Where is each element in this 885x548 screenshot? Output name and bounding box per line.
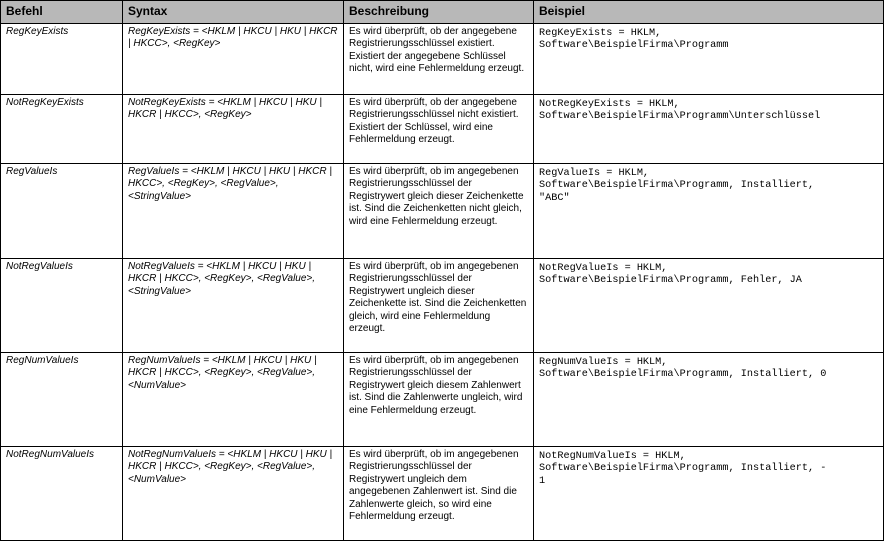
cell-syntax: RegValueIs = <HKLM | HKCU | HKU | HKCR | HKCC>, <RegKey>, <RegValue>, <StringValue>: [123, 164, 344, 259]
cell-beschreibung: Es wird überprüft, ob im angegebenen Registrierungsschlüssel der Registrywert ungleich dieser Zeichenkette ist. Sind die Zeichenketten gleich, wird eine Fehlermeldung erzeugt.: [344, 259, 534, 353]
cell-befehl: RegNumValueIs: [1, 353, 123, 447]
cell-beschreibung: Es wird überprüft, ob im angegebenen Registrierungsschlüssel der Registrywert ungleich dem angegebenen Zahlenwert ist. Sind die Zahlenwerte gleich, so wird eine Fehlermeldung erzeugt.: [344, 447, 534, 541]
table-row: [1, 447, 884, 541]
cell-befehl: NotRegKeyExists: [1, 95, 123, 164]
table-row: [1, 164, 884, 259]
cell-beschreibung: Es wird überprüft, ob der angegebene Registrierungsschlüssel existiert. Existiert der angegebene Schlüssel nicht, wird eine Fehlermeldung erzeugt.: [344, 24, 534, 95]
cell-befehl: NotRegValueIs: [1, 259, 123, 353]
cell-beispiel: NotRegValueIs = HKLM, Software\BeispielFirma\Programm, Fehler, JA: [534, 259, 884, 353]
cell-beispiel: RegKeyExists = HKLM, Software\BeispielFirma\Programm: [534, 24, 884, 95]
cell-beispiel: RegNumValueIs = HKLM, Software\BeispielFirma\Programm, Installiert, 0: [534, 353, 884, 447]
cell-beschreibung: Es wird überprüft, ob im angegebenen Registrierungsschlüssel der Registrywert gleich dieser Zeichenkette ist. Sind die Zeichenketten nicht gleich, wird eine Fehlermeldung erzeugt.: [344, 164, 534, 259]
header-befehl: Befehl: [1, 1, 123, 24]
header-beschreibung: Beschreibung: [344, 1, 534, 24]
cell-syntax: NotRegNumValueIs = <HKLM | HKCU | HKU | HKCR | HKCC>, <RegKey>, <RegValue>, <NumValue>: [123, 447, 344, 541]
cell-beispiel: NotRegNumValueIs = HKLM, Software\BeispielFirma\Programm, Installiert, - 1: [534, 447, 884, 541]
header-syntax: Syntax: [123, 1, 344, 24]
cell-befehl: RegKeyExists: [1, 24, 123, 95]
header-row: [1, 1, 884, 24]
cell-beschreibung: Es wird überprüft, ob der angegebene Registrierungsschlüssel nicht existiert. Existiert der Schlüssel, wird eine Fehlermeldung erzeugt.: [344, 95, 534, 164]
header-beispiel: Beispiel: [534, 1, 884, 24]
cell-syntax: RegKeyExists = <HKLM | HKCU | HKU | HKCR | HKCC>, <RegKey>: [123, 24, 344, 95]
table-row: [1, 259, 884, 353]
cell-befehl: NotRegNumValueIs: [1, 447, 123, 541]
table-row: [1, 353, 884, 447]
cell-syntax: NotRegValueIs = <HKLM | HKCU | HKU | HKCR | HKCC>, <RegKey>, <RegValue>, <StringValue>: [123, 259, 344, 353]
cell-befehl: RegValueIs: [1, 164, 123, 259]
cell-beschreibung: Es wird überprüft, ob im angegebenen Registrierungsschlüssel der Registrywert gleich diesem Zahlenwert ist. Sind die Zahlenwerte ungleich, wird eine Fehlermeldung erzeugt.: [344, 353, 534, 447]
table-row: [1, 95, 884, 164]
cell-syntax: RegNumValueIs = <HKLM | HKCU | HKU | HKCR | HKCC>, <RegKey>, <RegValue>, <NumValue>: [123, 353, 344, 447]
cell-beispiel: NotRegKeyExists = HKLM, Software\BeispielFirma\Programm\Unterschlüssel: [534, 95, 884, 164]
cell-beispiel: RegValueIs = HKLM, Software\BeispielFirma\Programm, Installiert, "ABC": [534, 164, 884, 259]
cell-syntax: NotRegKeyExists = <HKLM | HKCU | HKU | HKCR | HKCC>, <RegKey>: [123, 95, 344, 164]
table-row: [1, 24, 884, 95]
